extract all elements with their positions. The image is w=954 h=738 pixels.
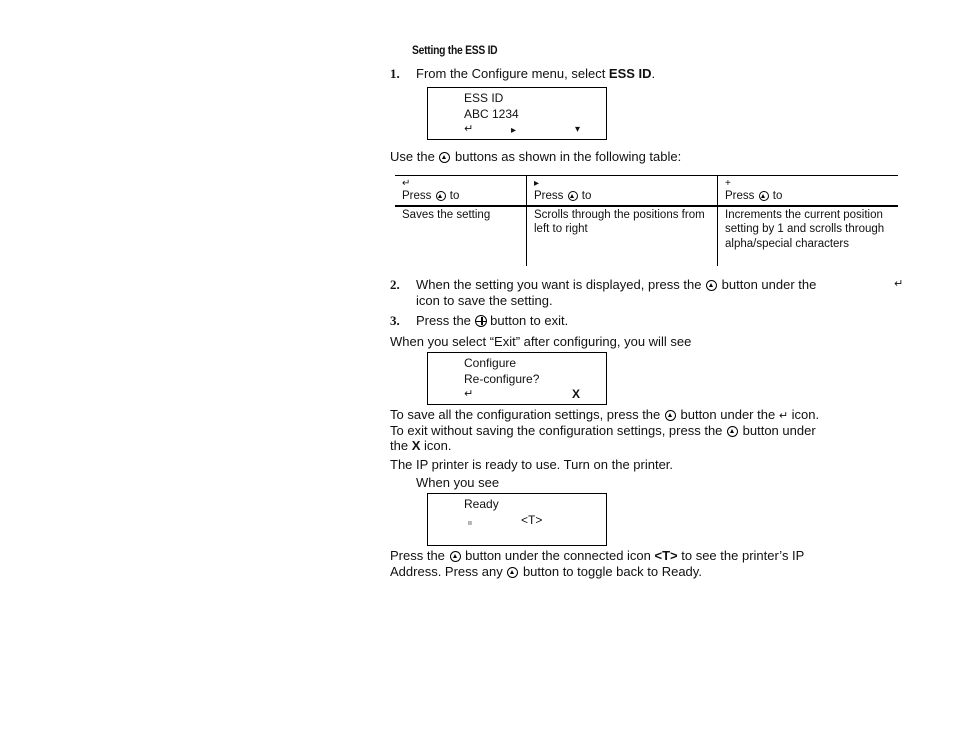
table-cell: Saves the setting [402,208,491,221]
table-row [395,206,898,266]
step-2-text-after: button under the [718,277,817,292]
use-buttons-text [390,149,681,164]
table-header-plus [718,176,899,206]
up-button-icon [507,567,518,578]
save-text-3a: the [390,438,412,453]
section-title: Setting the ESS ID [412,43,498,57]
table-header-right [527,176,718,206]
final-text-1b: button under the connected icon [461,548,655,563]
up-button-icon [450,551,461,562]
enter-icon: ↵ [464,388,474,400]
header-to-label: to [578,190,592,202]
save-text-1a: To save all the configuration settings, press the [390,407,664,422]
right-arrow-icon: ▸ [534,178,540,189]
lcd-line-1: ESS ID [464,91,504,105]
connected-icon: <T> [521,512,543,527]
save-line-2 [390,423,816,438]
header-to-label: to [446,190,460,202]
step-1-text [416,66,655,81]
save-line-1 [390,407,819,422]
save-text-1b: button under the [676,407,779,422]
header-press-label: Press [725,190,758,202]
step-3-text-before: Press the [416,313,475,328]
when-you-see-text: When you see [416,475,500,490]
right-arrow-icon: ▸ [511,125,517,136]
final-text-2a: Address. Press any [390,564,507,579]
connected-label: <T> [654,548,678,563]
use-buttons-after: buttons as shown in the following table: [451,149,682,164]
table-header-enter [395,176,527,206]
lcd-line-1: Configure [464,356,517,370]
step-2-line-2: icon to save the setting. [416,293,553,308]
table-cell: Scrolls through the positions from left to right [527,206,718,266]
lcd-line-2: Re-configure? [464,371,540,386]
up-button-icon [436,191,446,201]
up-button-icon [759,191,769,201]
lcd-configure-display [427,352,607,405]
enter-icon: ↵ [778,410,789,422]
header-to-label: to [769,190,783,202]
final-text-1a: Press the [390,548,449,563]
final-line-1 [390,548,804,563]
x-label: X [411,438,421,453]
final-text-1c: to see the printer’s IP [677,548,805,563]
up-button-icon [568,191,578,201]
step-1-text-before: From the Configure menu, select [416,66,609,81]
step-3-text-after: button to exit. [486,313,569,328]
lcd-icon-row [464,387,606,403]
exit-button-icon [475,315,487,327]
button-function-table [395,175,898,266]
table-cell: Increments the current position setting by 1 and scrolls through alpha/special characters [718,206,899,266]
lcd-ready-display [427,493,607,546]
final-text-2b: button to toggle back to Ready. [519,564,702,579]
ready-text: The IP printer is ready to use. Turn on the printer. [390,457,674,472]
up-button-icon [706,280,717,291]
step-1-menu-item: ESS ID [608,66,652,81]
save-text-3b: icon. [420,438,452,453]
enter-icon: ↵ [402,178,411,189]
lcd-ess-id-display [427,87,607,140]
down-arrow-icon: ▾ [575,124,581,135]
lcd-icon-row [464,513,606,529]
up-button-icon [439,152,450,163]
exit-intro-text: When you select “Exit” after configuring, you will see [390,334,692,349]
up-button-icon [727,426,738,437]
enter-icon: ↵ [894,278,904,290]
step-1-text-after: . [651,66,656,81]
save-text-2b: button under [739,423,816,438]
save-text-2a: To exit without saving the configuration settings, press the [390,423,727,438]
header-press-label: Press [534,190,567,202]
header-press-label: Press [402,190,435,202]
step-2-line-1 [416,277,816,292]
step-1-number: 1. [390,66,400,81]
plus-icon: + [725,178,731,189]
lcd-icon-row [464,122,606,138]
enter-icon: ↵ [464,123,474,135]
step-2-text-before: When the setting you want is displayed, press the [416,277,706,292]
save-text-1c: icon. [788,407,820,422]
signal-icon: ıı [468,519,472,527]
x-icon: X [572,387,581,401]
step-3-number: 3. [390,313,400,328]
lcd-line-2: ABC 1234 [464,106,519,121]
step-3-text [416,313,568,328]
save-line-3 [390,438,451,453]
lcd-line-1: Ready [464,497,499,511]
use-buttons-before: Use the [390,149,439,164]
final-line-2 [390,564,702,579]
step-2-number: 2. [390,277,400,292]
up-button-icon [665,410,676,421]
